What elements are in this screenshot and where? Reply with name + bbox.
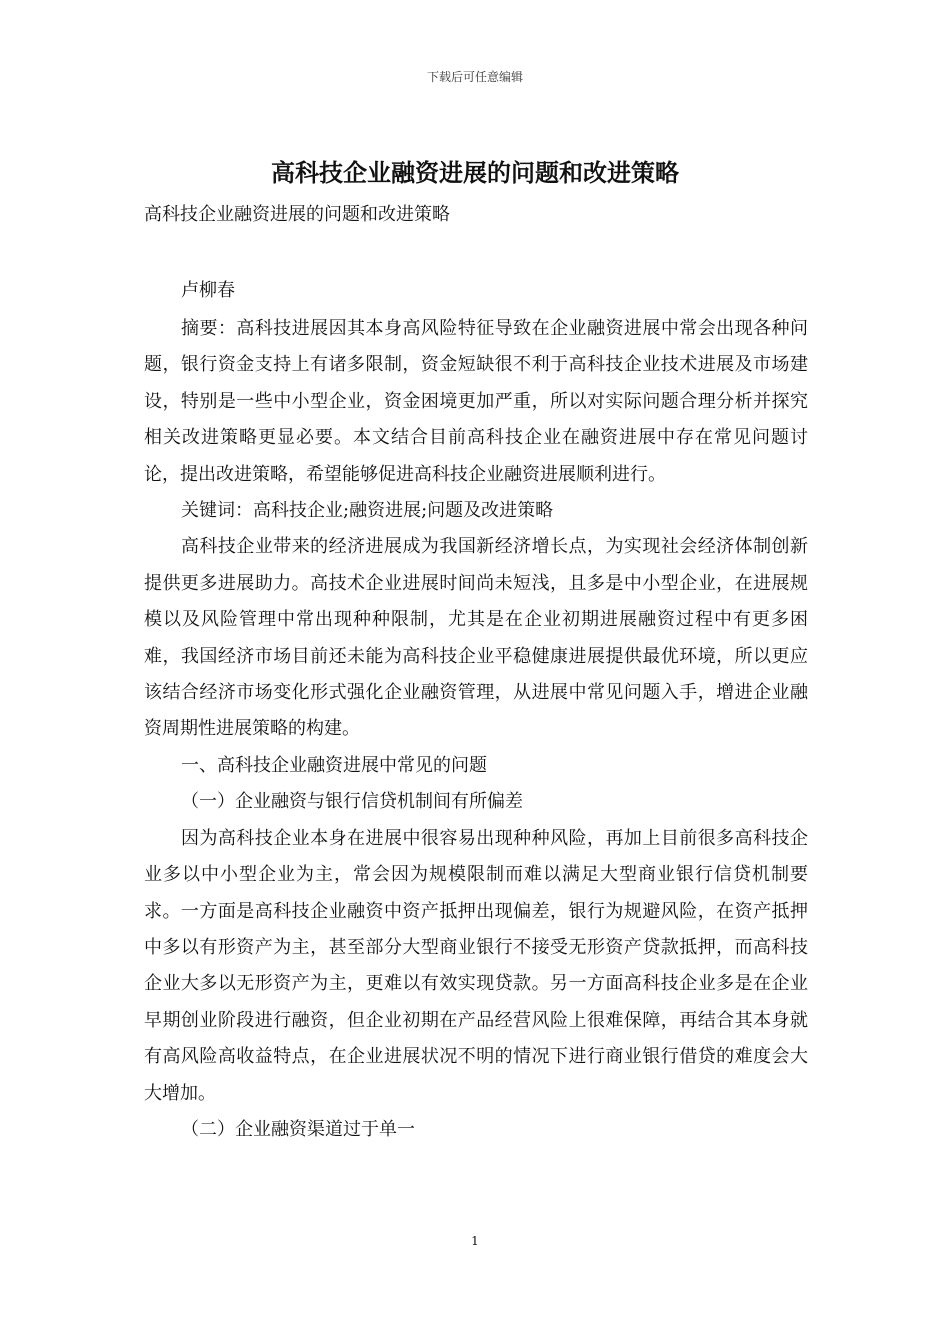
header-note: 下载后可任意编辑 xyxy=(426,70,523,84)
document-body xyxy=(144,311,808,1148)
author-name: 卢柳春 xyxy=(181,280,235,301)
document-title: 高科技企业融资进展的问题和改进策略 xyxy=(271,158,679,187)
subsection-heading-2: （二）企业融资渠道过于单一 xyxy=(181,1118,415,1140)
keywords-paragraph: 关键词：高科技企业;融资进展;问题及改进策略 xyxy=(181,500,554,522)
intro-paragraph: 高科技企业带来的经济进展成为我国新经济增长点，为实现社会经济体制创新提供更多进展助力。高技术企业进展时间尚未短浅，且多是中小型企业，在进展规模以及风险管理中常出现种种限制，尤其是在企业初期进展融资过程中有更多困难，我国经济市场目前还未能为高科技企业平稳健康进展提供最优环境，所以更应该结合经济市场变化形式强化企业融资管理，从进展中常见问题入手，增进企业融资周期性进展策略的构建。 xyxy=(144,536,808,740)
abstract-paragraph: 摘要：高科技进展因其本身高风险特征导致在企业融资进展中常会出现各种问题，银行资金支持上有诸多限制，资金短缺很不利于高科技企业技术进展及市场建设，特别是一些中小型企业，资金困境更加严重，所以对实际问题合理分析并探究相关改进策略更显必要。本文结合目前高科技企业在融资进展中存在常见问题讨论，提出改进策略，希望能够促进高科技企业融资进展顺利进行。 xyxy=(144,318,808,485)
section-heading-1: 一、高科技企业融资进展中常见的问题 xyxy=(181,754,487,776)
subsection-heading-1: （一）企业融资与银行信贷机制间有所偏差 xyxy=(181,791,523,813)
document-subtitle: 高科技企业融资进展的问题和改进策略 xyxy=(144,204,450,225)
body-paragraph: 因为高科技企业本身在进展中很容易出现种种风险，再加上目前很多高科技企业多以中小型企业为主，常会因为规模限制而难以满足大型商业银行信贷机制要求。一方面是高科技企业融资中资产抵押出现偏差，银行为规避风险，在资产抵押中多以有形资产为主，甚至部分大型商业银行不接受无形资产贷款抵押，而高科技企业大多以无形资产为主，更难以有效实现贷款。另一方面高科技企业多是在企业早期创业阶段进行融资，但企业初期在产品经营风险上很难保障，再结合其本身就有高风险高收益特点，在企业进展状况不明的情况下进行商业银行借贷的难度会大大增加。 xyxy=(144,827,808,1104)
page-number: 1 xyxy=(471,1234,479,1248)
